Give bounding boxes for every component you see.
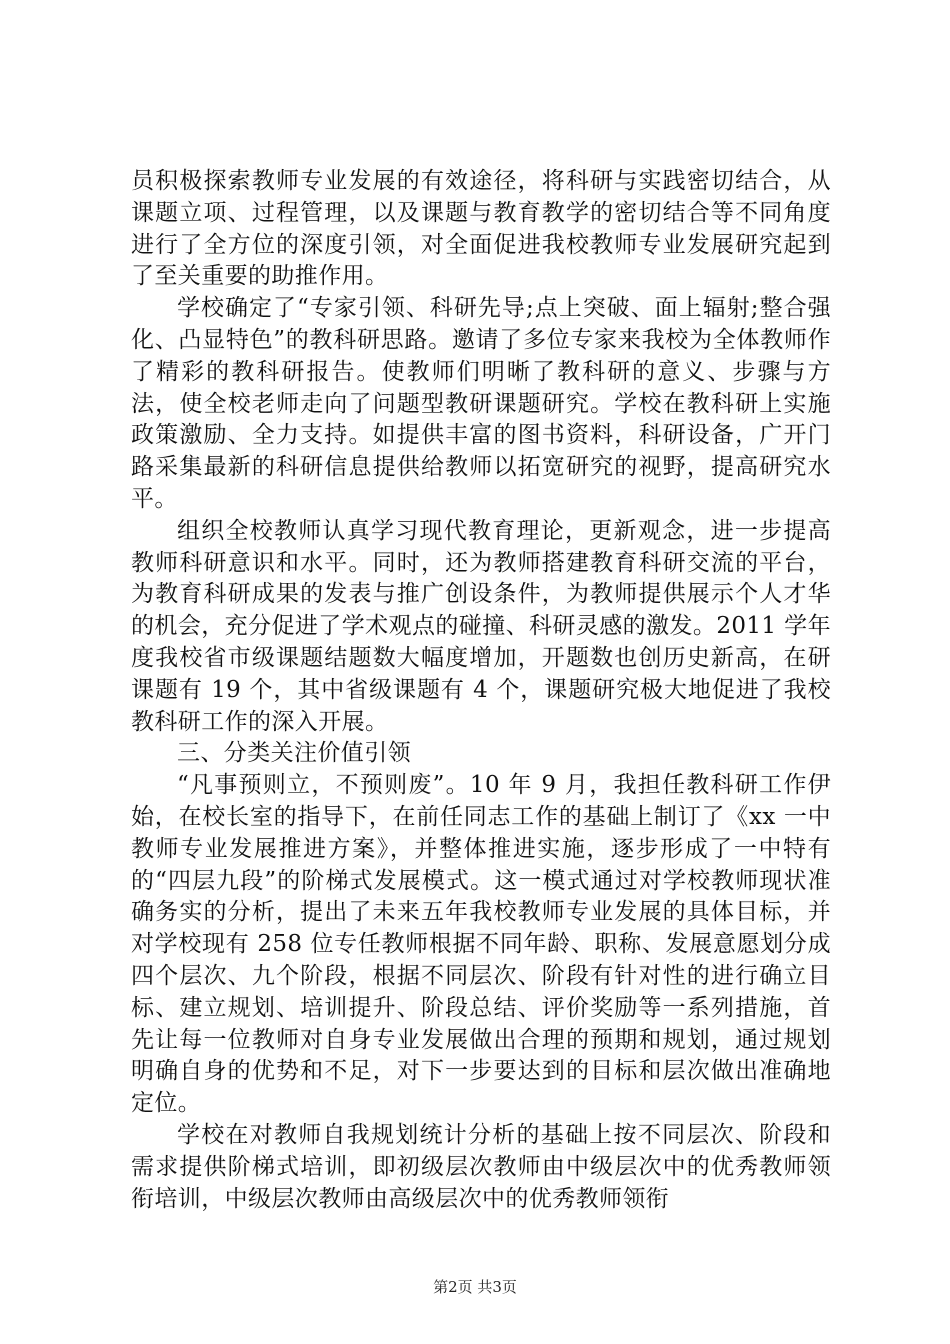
paragraph-5: 学校在对教师自我规划统计分析的基础上按不同层次、阶段和需求提供阶梯式培训，即初级层次教师由中级层次中的优秀教师领衔培训，中级层次教师由高级层次中的优秀教师领衔 <box>131 1121 831 1212</box>
paragraph-1: 员积极探索教师专业发展的有效途径，将科研与实践密切结合，从课题立项、过程管理，以及课题与教育教学的密切结合等不同角度进行了全方位的深度引领，对全面促进我校教师专业发展研究起到了至关重要的助推作用。 <box>131 168 831 290</box>
document-body <box>131 166 831 1215</box>
page-footer: 第2页 共3页 <box>433 1278 517 1296</box>
paragraph-2: 学校确定了“专家引领、科研先导;点上突破、面上辐射;整合强化、凸显特色”的教科研思路。邀请了多位专家来我校为全体教师作了精彩的教科研报告。使教师们明晰了教科研的意义、步骤与方法，使全校老师走向了问题型教研课题研究。学校在教科研上实施政策激励、全力支持。如提供丰富的图书资料，科研设备，广开门路采集最新的科研信息提供给教师以拓宽研究的视野，提高研究水平。 <box>131 295 831 512</box>
section-heading: 三、分类关注价值引领 <box>177 740 411 767</box>
paragraph-3: 组织全校教师认真学习现代教育理论，更新观念，进一步提高教师科研意识和水平。同时，还为教师搭建教育科研交流的平台，为教育科研成果的发表与推广创设条件，为教师提供展示个人才华的机会，充分促进了学术观点的碰撞、科研灵感的激发。2011 学年度我校省市级课题结题数大幅度增加，开题数也创历史新高，在研课题有 19 个，其中省级课题有 4 个，课题研究极大地促进了我校教科研工作的深入开展。 <box>131 517 831 735</box>
paragraph-4: “凡事预则立，不预则废”。10 年 9 月，我担任教科研工作伊始，在校长室的指导下，在前任同志工作的基础上制订了《xx 一中教师专业发展推进方案》，并整体推进实施，逐步形成了一中特有的“四层九段”的阶梯式发展模式。这一模式通过对学校教师现状准确务实的分析，提出了未来五年我校教师专业发展的具体目标，并对学校现有 258 位专任教师根据不同年龄、职称、发展意愿划分成四个层次、九个阶段，根据不同层次、阶段有针对性的进行确立目标、建立规划、培训提升、阶段总结、评价奖励等一系列措施，首先让每一位教师对自身专业发展做出合理的预期和规划，通过规划明确自身的优势和不足，对下一步要达到的目标和层次做出准确地定位。 <box>131 772 831 1117</box>
